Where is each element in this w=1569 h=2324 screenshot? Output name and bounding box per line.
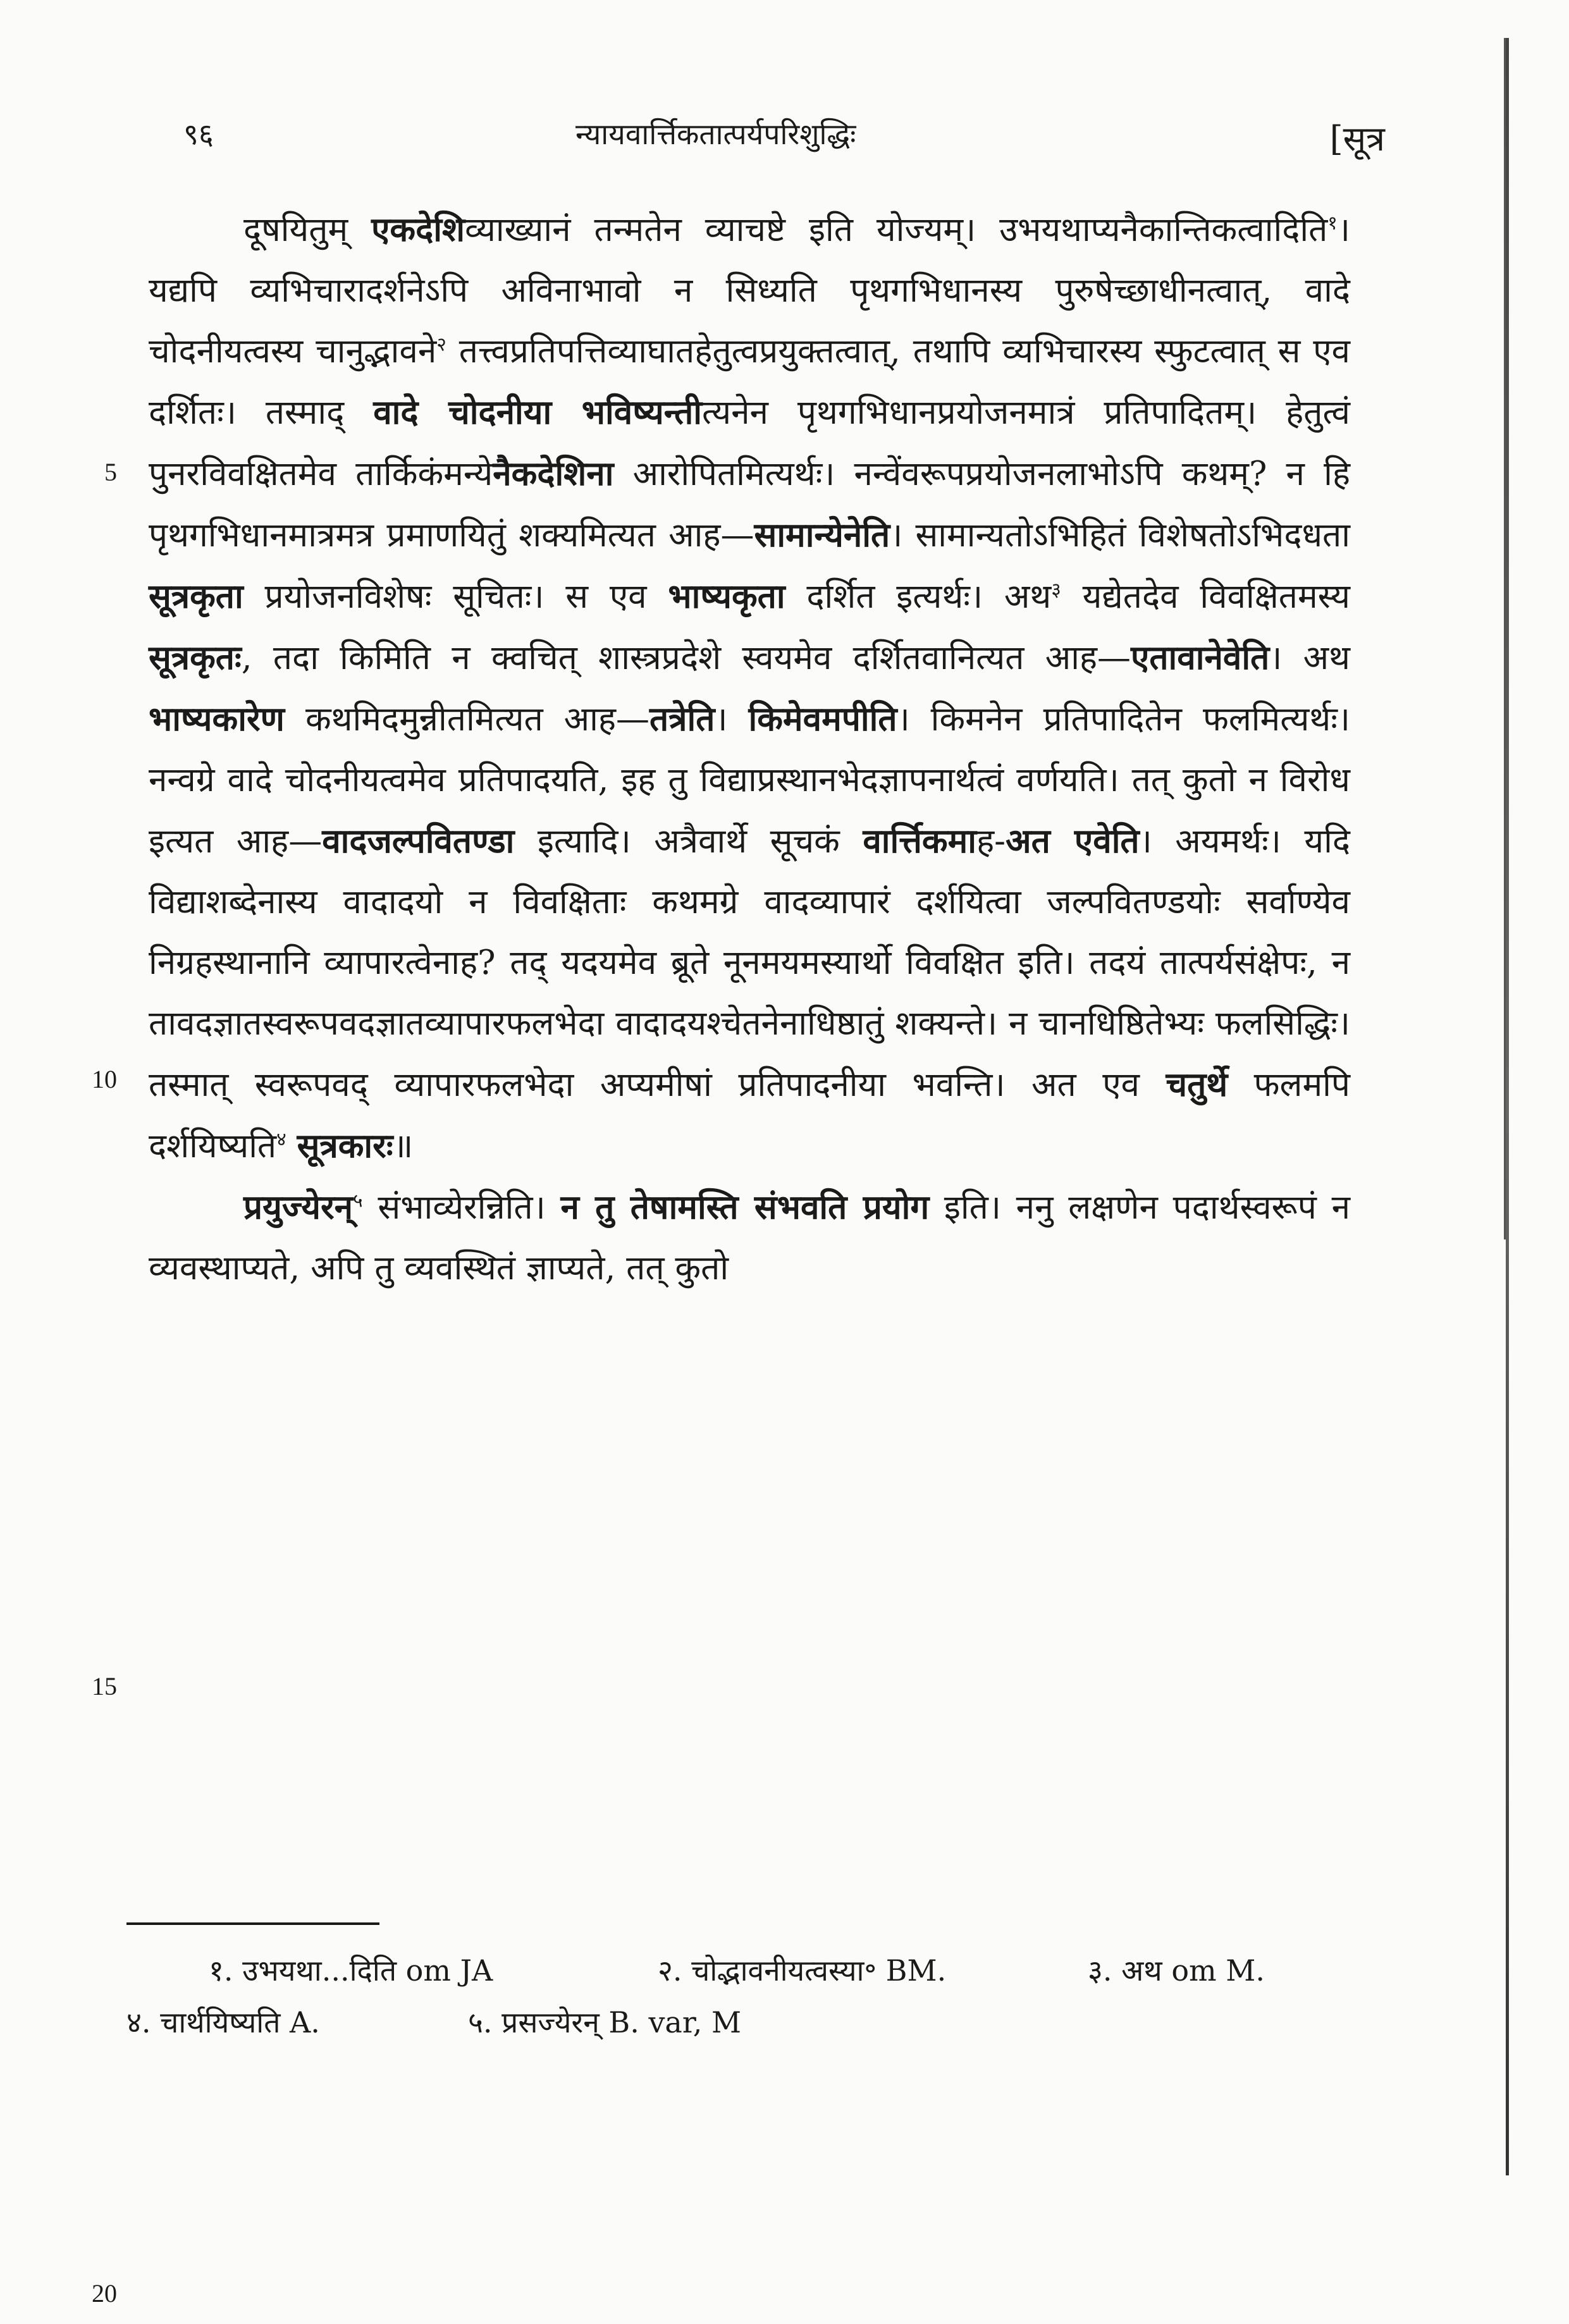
bold-term: एकदेशि: [371, 210, 465, 249]
footnotes: [126, 1945, 1360, 2048]
page-number: ९६: [183, 117, 214, 151]
bold-term: नैकदेशिना: [493, 454, 614, 493]
bold-term: चतुर्थे: [1166, 1065, 1228, 1104]
bold-term: तत्रेति: [649, 699, 715, 739]
bold-term: वार्त्तिकमा: [863, 821, 977, 861]
bold-term: सूत्रकृतः: [149, 638, 242, 677]
line-number-10: 10: [92, 1065, 117, 1093]
footnote-5: ५. प्रसज्येरन् B. var, M: [468, 2005, 742, 2039]
bold-term: प्रयुज्येरन्: [243, 1188, 354, 1227]
page-header: [183, 95, 1385, 164]
paragraph-1: दूषयितुम् एकदेशिव्याख्यानं तन्मतेन व्याचष्टे इति योज्यम्। उभयथाप्यनैकान्तिकत्वादिति$^१$। यद्यपि व्यभिचारादर्शनेऽपि अविनाभावो न सिध्यति पृथगभिधानस्य पुरुषेच्छाधीनत्वात्, वादे चोदनीयत्वस्य चानुद्भावने$^२$ तत्त्वप्रतिपत्तिव्याघातहेतुत्वप्रयुक्तत्वात्, तथापि व्यभिचारस्य स्फुटत्वात् स एव दर्शितः। तस्माद् वादे चोदनीया भविष्यन्तीत्यनेन पृथगभिधानप्रयोजनमात्रं प्रतिपादितम्। हेतुत्वं पुनरविवक्षितमेव तार्किकंमन्येनैकदेशिना आरोपितमित्यर्थः। नन्वेंवरूपप्रयोजनलाभोऽपि कथम्? न हि पृथगभिधानमात्रमत्र प्रमाणयितुं शक्यमित्यत आह—सामान्येनेति। सामान्यतोऽभिहितं विशेषतोऽभिदधता सूत्रकृता प्रयोजनविशेषः सूचितः। स एव भाष्यकृता दर्शित इत्यर्थः। अथ$^३$ यद्येतदेव विवक्षितमस्य सूत्रकृतः, तदा किमिति न क्वचित् शास्त्रप्रदेशे स्वयमेव दर्शितवानित्यत आह—एतावानेवेति। अथ भाष्यकारेण कथमिदमुन्नीतमित्यत आह—तत्रेति। किमेवमपीति। किमनेन प्रतिपादितेन फलमित्यर्थः। नन्वग्रे वादे चोदनीयत्वमेव प्रतिपादयति, इह तु विद्याप्रस्थानभेदज्ञापनार्थत्वं वर्णयति। तत् कुतो न विरोध इत्यत आह—वादजल्पवितण्डा इत्यादि। अत्रैवार्थे सूचकं वार्त्तिकमाह-अत एवेति। अयमर्थः। यदि विद्याशब्देनास्य वादादयो न विवक्षिताः कथमग्रे वादव्यापारं दर्शयित्वा जल्पवितण्डयोः सर्वाण्येव निग्रहस्थानानि व्यापारत्वेनाह? तद् यदयमेव ब्रूते नूनमयमस्यार्थो विवक्षित इति। तदयं तात्पर्यसंक्षेपः, न तावदज्ञातस्वरूपवदज्ञातव्यापारफलभेदा वादादयश्चेतनेनाधिष्ठातुं शक्यन्ते। न चानधिष्ठितेभ्यः फलसिद्धिः। तस्मात् स्वरूपवद् व्यापारफलभेदा अप्यमीषां प्रतिपादनीया भवन्ति। अत एव चतुर्थे फलमपि दर्शयिष्यति$^४$ सूत्रकारः॥: [149, 210, 1351, 1165]
line-number-5: 5: [104, 458, 117, 486]
bold-term: वादे चोदनीया भविष्यन्ती: [373, 393, 703, 432]
line-number-15: 15: [92, 1672, 117, 1700]
bold-term: न तु तेषामस्ति संभवति प्रयोग: [560, 1188, 930, 1227]
footnote-3: ३. अथ om M.: [1088, 1953, 1265, 1988]
bold-term: सामान्येनेति: [754, 515, 890, 555]
bold-term: वादजल्पवितण्डा: [322, 821, 515, 861]
footnote-ref: ५: [353, 1190, 363, 1212]
footnote-ref: ४: [276, 1128, 286, 1151]
footnote-4: ४. चार्थयिष्यति A.: [126, 2005, 320, 2039]
footnote-ref: २: [436, 333, 446, 356]
footnote-ref: १: [1327, 212, 1338, 235]
footnote-rule: [126, 1922, 379, 1925]
bold-term: सूत्रकृता: [149, 577, 243, 616]
binding-edge-inner: [1504, 38, 1506, 1239]
bold-term: भाष्यकारेण: [149, 699, 285, 739]
bold-term: सूत्रकारः: [297, 1126, 393, 1165]
section-marker: [सूत्र: [1329, 119, 1385, 159]
bold-term: एतावानेवेति: [1131, 638, 1270, 677]
bold-term: भाष्यकृता: [668, 577, 785, 616]
binding-edge: [1506, 38, 1509, 2175]
line-number-20: 20: [92, 2279, 117, 2308]
footnote-1: १. उभयथा...दिति om JA: [209, 1953, 493, 1988]
running-title: न्यायवार्त्तिकतात्पर्यपरिशुद्धिः: [575, 117, 856, 151]
paragraph-2: प्रयुज्येरन्$^५$ संभाव्येरन्निति। न तु तेषामस्ति संभवति प्रयोग इति। ननु लक्षणेन पदार्थस्वरूपं न व्यवस्थाप्यते, अपि तु व्यवस्थितं ज्ञाप्यते, तत् कुतो: [149, 1188, 1350, 1288]
bold-term: किमेवमपीति: [748, 699, 897, 739]
bold-term: अत एवेति: [1006, 821, 1140, 861]
footnote-2: २. चोद्भावनीयत्वस्या॰ BM.: [658, 1953, 947, 1988]
footnote-ref: ३: [1051, 579, 1061, 601]
